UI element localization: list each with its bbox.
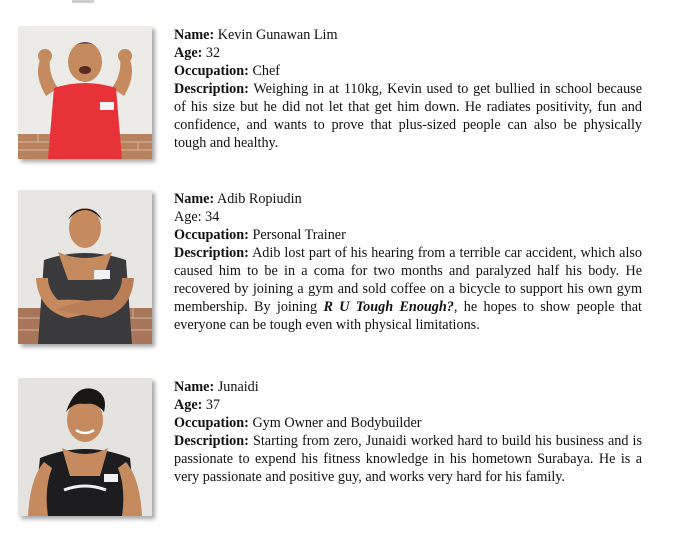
occupation-value: Gym Owner and Bodybuilder — [252, 415, 422, 431]
profile-text-junaidi — [174, 378, 642, 486]
description-paragraph — [174, 244, 642, 334]
photo-kevin — [18, 26, 152, 159]
description-value: Starting from zero, Junaidi worked hard to build his business and is passionate to expend his fitness knowledge in his hometown Surabaya. He is a very passionate and positive guy, and works very hard for his family. — [174, 433, 642, 485]
photo-adib — [18, 190, 152, 344]
profile-text-adib — [174, 190, 642, 334]
top-decoration — [72, 0, 94, 3]
name-label: Name: — [174, 191, 215, 207]
occupation-value: Chef — [252, 63, 281, 79]
description-label: Description: — [174, 433, 249, 449]
profile-text-kevin — [174, 26, 642, 152]
adib-portrait-image — [18, 190, 152, 344]
occupation-label: Occupation: — [174, 227, 249, 243]
show-title-emphasis: R U Tough Enough? — [323, 299, 454, 315]
photo-junaidi — [18, 378, 152, 516]
kevin-portrait-image — [18, 26, 152, 159]
description-value-end: , he hopes to show people that everyone can be tough even with physical limitations. — [174, 299, 642, 333]
description-paragraph — [174, 80, 642, 152]
age-label: Age: — [174, 397, 203, 413]
description-label: Description: — [174, 81, 249, 97]
description-label: Description: — [174, 245, 249, 261]
occupation-line — [174, 226, 642, 244]
occupation-value: Personal Trainer — [252, 227, 346, 243]
age-label: Age: — [174, 45, 203, 61]
age-line: Age: 34 — [174, 209, 220, 225]
occupation-line — [174, 414, 642, 432]
junaidi-portrait-image — [18, 378, 152, 516]
name-line — [174, 190, 642, 208]
occupation-label: Occupation: — [174, 415, 249, 431]
name-value: Junaidi — [217, 379, 259, 395]
age-value: 32 — [205, 45, 221, 61]
occupation-line — [174, 62, 642, 80]
name-label: Name: — [174, 27, 215, 43]
age-line — [174, 44, 642, 62]
description-value: Weighing in at 110kg, Kevin used to get bullied in school because of his size but he did not let that get him down. He radiates positivity, fun and confidence, and wants to prove that plus-sized people can also be physically tough and healthy. — [174, 81, 642, 151]
age-value: 37 — [205, 397, 221, 413]
description-paragraph — [174, 432, 642, 486]
name-label: Name: — [174, 379, 215, 395]
description-value-start: Adib lost part of his hearing from a terrible car accident, which also caused him to be in a coma for two months and paralyzed half his body. He recovered by joining a gym and sold coffee on a bicycle to support his own gym membership. By joining — [174, 245, 642, 315]
age-line — [174, 396, 642, 414]
occupation-label: Occupation: — [174, 63, 249, 79]
name-line — [174, 378, 642, 396]
name-value: Kevin Gunawan Lim — [217, 27, 338, 43]
name-line — [174, 26, 642, 44]
name-value: Adib Ropiudin — [216, 191, 302, 207]
